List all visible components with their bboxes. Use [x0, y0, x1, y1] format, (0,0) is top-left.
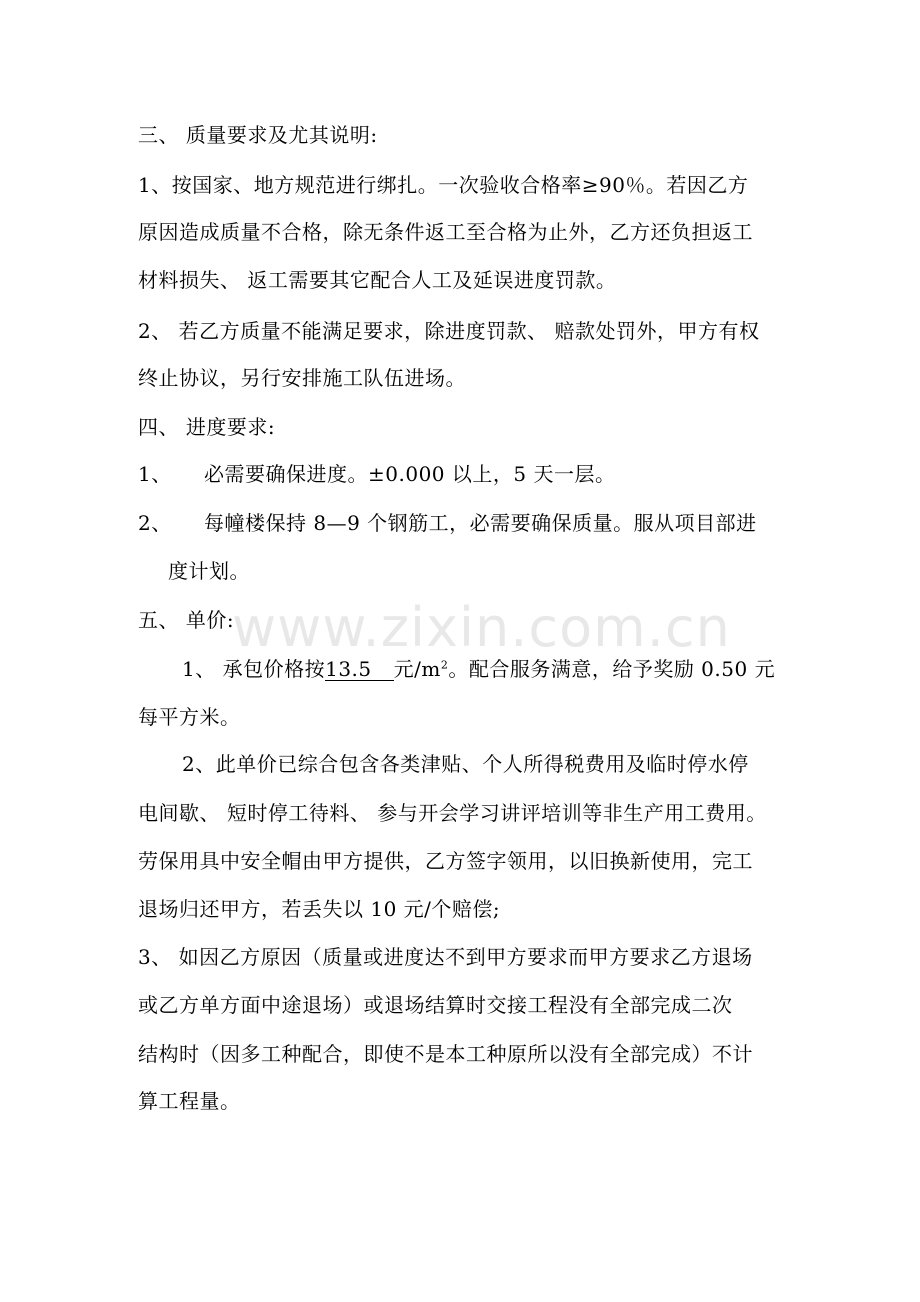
section-5-item-3-line-3: 结构时（因多工种配合，即使不是本工种原所以没有全部完成）不计	[138, 1042, 753, 1066]
section-5-item-2-line-1: 2、此单价已综合包含各类津贴、个人所得税费用及临时停水停	[182, 752, 749, 776]
section-5-item-3-line-4: 算工程量。	[138, 1089, 241, 1113]
section-3-item-2-line-2: 终止协议，另行安排施工队伍进场。	[138, 366, 466, 390]
section-4-item-2-text: 每幢楼保持 8—9 个钢筋工，必需要确保质量。服从项目部进	[204, 511, 757, 535]
unit-price-superscript: 2	[440, 658, 449, 672]
section-5-item-1-line-1	[182, 655, 775, 683]
unit-price-value: 13.5	[325, 658, 394, 681]
section-5-item-2-line-4: 退场归还甲方，若丢失以 10 元/个赔偿;	[138, 897, 501, 921]
section-5-item-2-line-2: 电间歇、 短时停工待料、 参与开会学习讲评培训等非生产用工费用。	[138, 801, 767, 825]
section-3-item-1-line-2: 原因造成质量不合格，除无条件返工至合格为止外，乙方还负担返工	[138, 220, 753, 244]
section-5-item-1-suffix: 。配合服务满意，给予奖励 0.50 元	[448, 657, 776, 681]
section-3-item-1-line-1: 1、按国家、地方规范进行绑扎。一次验收合格率≥90％。若因乙方	[138, 173, 749, 197]
section-3-item-2-line-1: 2、 若乙方质量不能满足要求，除进度罚款、 赔款处罚外，甲方有权	[138, 319, 760, 343]
section-5-item-3-line-2: 或乙方单方面中途退场）或退场结算时交接工程没有全部完成二次	[138, 993, 733, 1017]
unit-price-unit: 元/m	[393, 657, 441, 681]
section-5-item-2-line-3: 劳保用具中安全帽由甲方提供，乙方签字领用，以旧换新使用，完工	[138, 849, 753, 873]
section-5-item-3-line-1: 3、 如因乙方原因（质量或进度达不到甲方要求而甲方要求乙方退场	[138, 945, 753, 969]
section-3-heading: 三、 质量要求及尤其说明:	[138, 123, 378, 147]
section-4-item-1-number: 1、	[138, 462, 172, 486]
watermark: www.zixin.com.cn	[232, 596, 731, 659]
section-4-item-2-line-2: 度计划。	[168, 559, 250, 583]
section-5-heading: 五、 单价:	[138, 608, 235, 632]
section-4-item-1-text: 必需要确保进度。±0.000 以上，5 天一层。	[204, 462, 616, 486]
section-4-item-2-number: 2、	[138, 511, 172, 535]
section-5-item-1-line-2: 每平方米。	[138, 705, 241, 729]
section-5-item-1-prefix: 1、 承包价格按	[182, 657, 326, 681]
section-3-item-1-line-3: 材料损失、 返工需要其它配合人工及延误进度罚款。	[138, 268, 617, 292]
section-4-heading: 四、 进度要求:	[138, 415, 276, 439]
